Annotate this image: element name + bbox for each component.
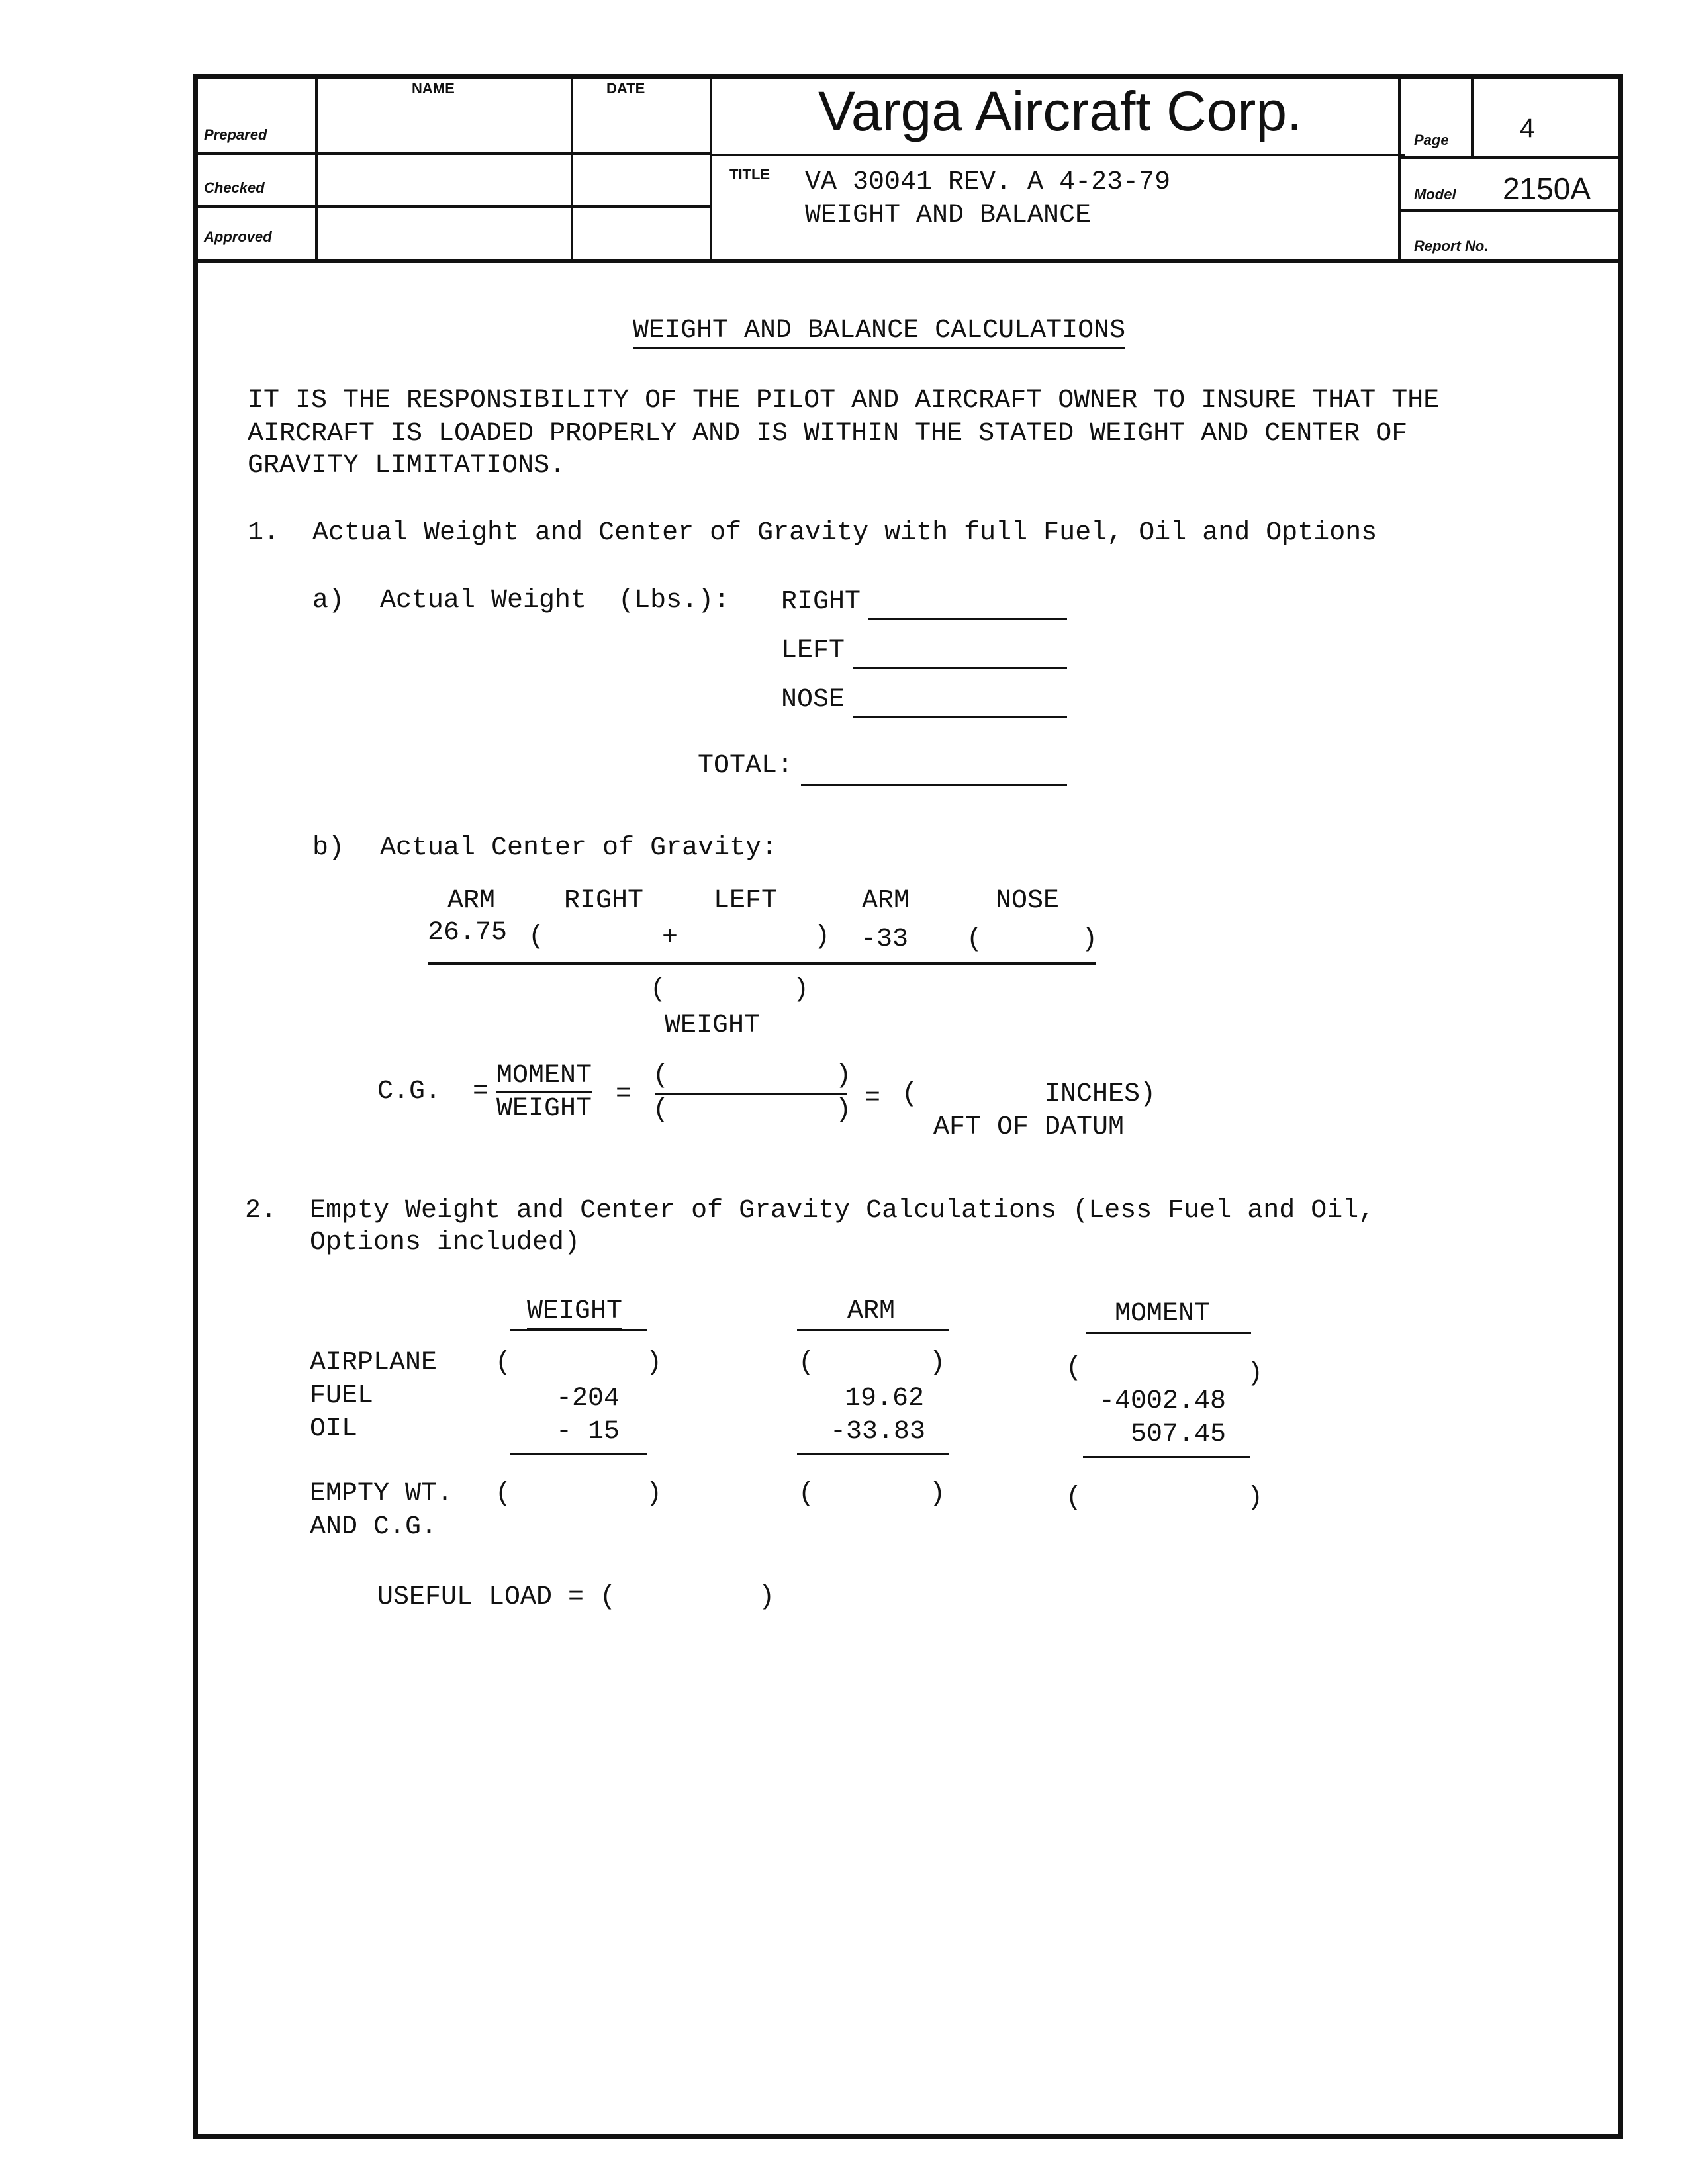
checked-label: Checked — [204, 179, 265, 196]
empty-moment-close: ) — [1247, 1483, 1264, 1513]
header-col-rule-3 — [710, 74, 712, 259]
header-col-rule-1 — [315, 74, 318, 259]
empty-moment-open: ( — [1066, 1483, 1082, 1513]
column-moment-header: MOMENT — [1115, 1299, 1211, 1329]
weight-denominator: ( ) — [650, 975, 810, 1005]
cg-equals: = — [616, 1079, 632, 1109]
nose-open-paren: ( — [966, 925, 983, 954]
header-col-rule-5 — [1471, 74, 1474, 156]
cg-denominator-close-paren: ) — [835, 1095, 852, 1125]
intro-line-2: AIRCRAFT IS LOADED PROPERLY AND IS WITHIN THE STATED WEIGHT AND CENTER OF — [248, 419, 1408, 449]
total-weight-blank[interactable] — [801, 784, 1067, 786]
cg-fraction-bar — [428, 962, 1096, 965]
cg-numerator-open-paren: ( — [653, 1061, 669, 1091]
section-1-number: 1. — [248, 518, 280, 548]
moment-sum-rule — [1083, 1456, 1250, 1458]
section-1-title: Actual Weight and Center of Gravity with full Fuel, Oil and Options — [312, 518, 1378, 548]
approved-label: Approved — [204, 228, 272, 245]
model-number: 2150A — [1503, 171, 1591, 206]
header-col-rule-2 — [571, 74, 573, 259]
cg-label: C.G. = — [377, 1077, 489, 1107]
part-b-title: Actual Center of Gravity: — [380, 833, 778, 863]
cg-result-inches: ( INCHES) — [902, 1079, 1156, 1109]
header-title-rule — [710, 154, 1405, 156]
title-line-2: WEIGHT AND BALANCE — [805, 201, 1092, 230]
nose-weight-blank[interactable] — [853, 716, 1067, 718]
page-heading: WEIGHT AND BALANCE CALCULATIONS — [633, 315, 1125, 349]
row-fuel-label: FUEL — [310, 1381, 374, 1411]
airplane-weight-close: ) — [646, 1348, 663, 1378]
airplane-moment-close: ) — [1247, 1359, 1264, 1388]
fuel-weight-value: -204 — [556, 1384, 620, 1414]
useful-load: USEFUL LOAD = ( ) — [377, 1582, 775, 1612]
section-2-number: 2. — [245, 1196, 277, 1226]
col-arm-1: ARM — [447, 886, 496, 916]
empty-weight-label-2: AND C.G. — [310, 1512, 438, 1542]
plus-sign: + — [662, 923, 678, 953]
nose-close-paren: ) — [1082, 925, 1098, 954]
weight-label: WEIGHT — [665, 1011, 761, 1040]
cg-result-fraction-bar — [655, 1093, 847, 1095]
weight-sum-rule — [510, 1453, 647, 1455]
column-arm-header-rule — [797, 1329, 949, 1331]
oil-moment-value: 507.45 — [1131, 1420, 1227, 1449]
left-weight-blank[interactable] — [853, 667, 1067, 669]
right-open-paren: ( — [528, 922, 545, 952]
part-b-label: b) — [312, 833, 345, 863]
total-weight-label: TOTAL: — [698, 751, 794, 781]
weight-denominator-2: WEIGHT — [496, 1094, 592, 1124]
row-oil-label: OIL — [310, 1414, 358, 1444]
empty-arm-close: ) — [929, 1479, 946, 1509]
part-a-label: a) — [312, 586, 345, 615]
column-moment-header-rule — [1086, 1332, 1251, 1334]
empty-weight-label-1: EMPTY WT. — [310, 1479, 453, 1509]
cg-denominator-open-paren: ( — [653, 1095, 669, 1125]
left-close-paren: ) — [814, 922, 831, 952]
empty-weight-close: ) — [646, 1479, 663, 1509]
arm-2-value: -33 — [861, 925, 909, 954]
col-arm-2: ARM — [862, 886, 910, 916]
aft-of-datum-label: AFT OF DATUM — [933, 1113, 1125, 1142]
prepared-label: Prepared — [204, 126, 267, 143]
nose-weight-label: NOSE — [781, 685, 845, 715]
date-column-label: DATE — [606, 80, 645, 97]
name-column-label: NAME — [412, 80, 455, 97]
oil-arm-value: -33.83 — [830, 1417, 926, 1447]
right-weight-label: RIGHT — [781, 587, 861, 617]
header-row-rule-2 — [193, 205, 710, 208]
part-a-title: Actual Weight (Lbs.): — [380, 586, 730, 615]
column-weight-header: WEIGHT — [527, 1296, 622, 1330]
header-page-rule — [1398, 156, 1623, 159]
arm-sum-rule — [797, 1453, 949, 1455]
column-arm-header: ARM — [847, 1297, 896, 1326]
company-name: Varga Aircraft Corp. — [818, 80, 1303, 142]
header-col-rule-4 — [1398, 74, 1401, 259]
col-right: RIGHT — [564, 886, 644, 916]
empty-arm-open: ( — [798, 1479, 815, 1509]
cg-numerator-close-paren: ) — [835, 1061, 852, 1091]
intro-line-1: IT IS THE RESPONSIBILITY OF THE PILOT AND AIRCRAFT OWNER TO INSURE THAT THE — [248, 386, 1440, 416]
airplane-arm-open: ( — [798, 1348, 815, 1378]
left-weight-label: LEFT — [781, 636, 845, 666]
fuel-arm-value: 19.62 — [845, 1384, 925, 1414]
cg-equals-2: = — [865, 1083, 881, 1113]
header-bottom-rule — [193, 259, 1623, 263]
col-left: LEFT — [714, 886, 778, 916]
oil-weight-value: - 15 — [556, 1417, 620, 1447]
empty-weight-open: ( — [495, 1479, 512, 1509]
row-airplane-label: AIRPLANE — [310, 1348, 438, 1378]
title-label: TITLE — [729, 166, 771, 183]
moment-numerator: MOMENT — [496, 1062, 592, 1093]
airplane-arm-close: ) — [929, 1348, 946, 1378]
column-weight-header-rule — [510, 1329, 647, 1331]
col-nose: NOSE — [996, 886, 1060, 916]
page-number: 4 — [1520, 114, 1535, 143]
section-2-title-line-1: Empty Weight and Center of Gravity Calculations (Less Fuel and Oil, — [310, 1196, 1375, 1226]
title-line-1: VA 30041 REV. A 4-23-79 — [805, 167, 1171, 197]
airplane-weight-open: ( — [495, 1348, 512, 1378]
airplane-moment-open: ( — [1066, 1353, 1082, 1383]
intro-line-3: GRAVITY LIMITATIONS. — [248, 451, 566, 480]
arm-1-value: 26.75 — [428, 918, 508, 948]
right-weight-blank[interactable] — [868, 618, 1067, 620]
model-label: Model — [1414, 186, 1456, 203]
fuel-moment-value: -4002.48 — [1099, 1387, 1227, 1416]
header-row-rule-1 — [193, 152, 710, 155]
report-label: Report No. — [1414, 238, 1489, 254]
header-model-rule — [1398, 209, 1623, 212]
page-label: Page — [1414, 132, 1449, 148]
section-2-title-line-2: Options included) — [310, 1228, 581, 1257]
